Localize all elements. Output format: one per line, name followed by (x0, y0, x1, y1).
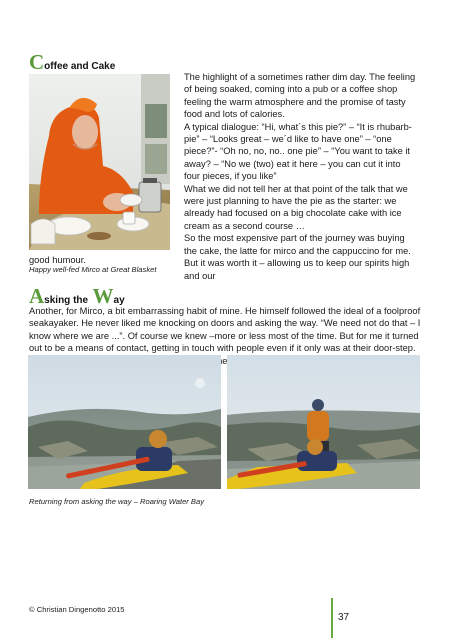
copyright: © Christian Dingenotto 2015 (29, 605, 125, 614)
page-number: 37 (338, 612, 350, 623)
photo-kayak-returning-right (227, 355, 420, 489)
heading-text: ay (113, 295, 125, 306)
heading-text: offee and Cake (44, 61, 116, 72)
heading-initial-letter: C (29, 50, 45, 74)
heading-text: sking the (44, 295, 89, 306)
paragraph: So the most expensive part of the journey was buying the cake, the latte for mirco and the cappuccino for me. But it was worth it – allowing us to keep our spirits high and our (184, 233, 411, 281)
paragraph: A typical dialogue: “Hi, what´s this pie?” – “It is rhubarb-pie” – “Looks great – we´d like to have one” – “one piece?”- “Oh no, no, no.. one pie” – “You want to take it away? – “No we (two) eat it here – you can cut it into four pieces, if you like” (184, 121, 412, 182)
heading-initial-letter: W (92, 284, 114, 308)
photos-caption: Returning from asking the way – Roaring Water Bay (29, 497, 205, 506)
photo-kayak-returning-left (28, 355, 221, 489)
paragraph-continuation: good humour. (29, 255, 86, 265)
paragraph: The highlight of a sometimes rather dim day. The feeling of being soaked, coming into a pub or a coffee shop feeling the warm atmosphere and the promise of tasty food and lots of calories. (184, 72, 416, 120)
asking-the-way-text: Another, for Mirco, a bit embarrassing habit of mine. He himself followed the ideal of a foolproof seakayaker. He never liked me knocking on doors and asking the way. “We need not do that – I know where we are ...”. Of course we knew –more or less most of the time. But for me it turned out to be a means of contact, getting in touch with people even if it only was at their door-step. (29, 306, 421, 354)
heading-initial-letter: A (29, 284, 45, 308)
coffee-and-cake-text (184, 71, 416, 282)
photo-mirco-at-cafe (29, 74, 170, 250)
paragraph: What we did not tell her at that point of the talk that we were just planning to have the pie as the starter: we already had focused on a big chocolate cake with ice cream as a second course … (184, 183, 408, 231)
section-heading-coffee-and-cake (29, 50, 115, 75)
page-number-rule (331, 598, 333, 638)
photo-caption: Happy well-fed Mirco at Great Blasket (29, 265, 157, 274)
